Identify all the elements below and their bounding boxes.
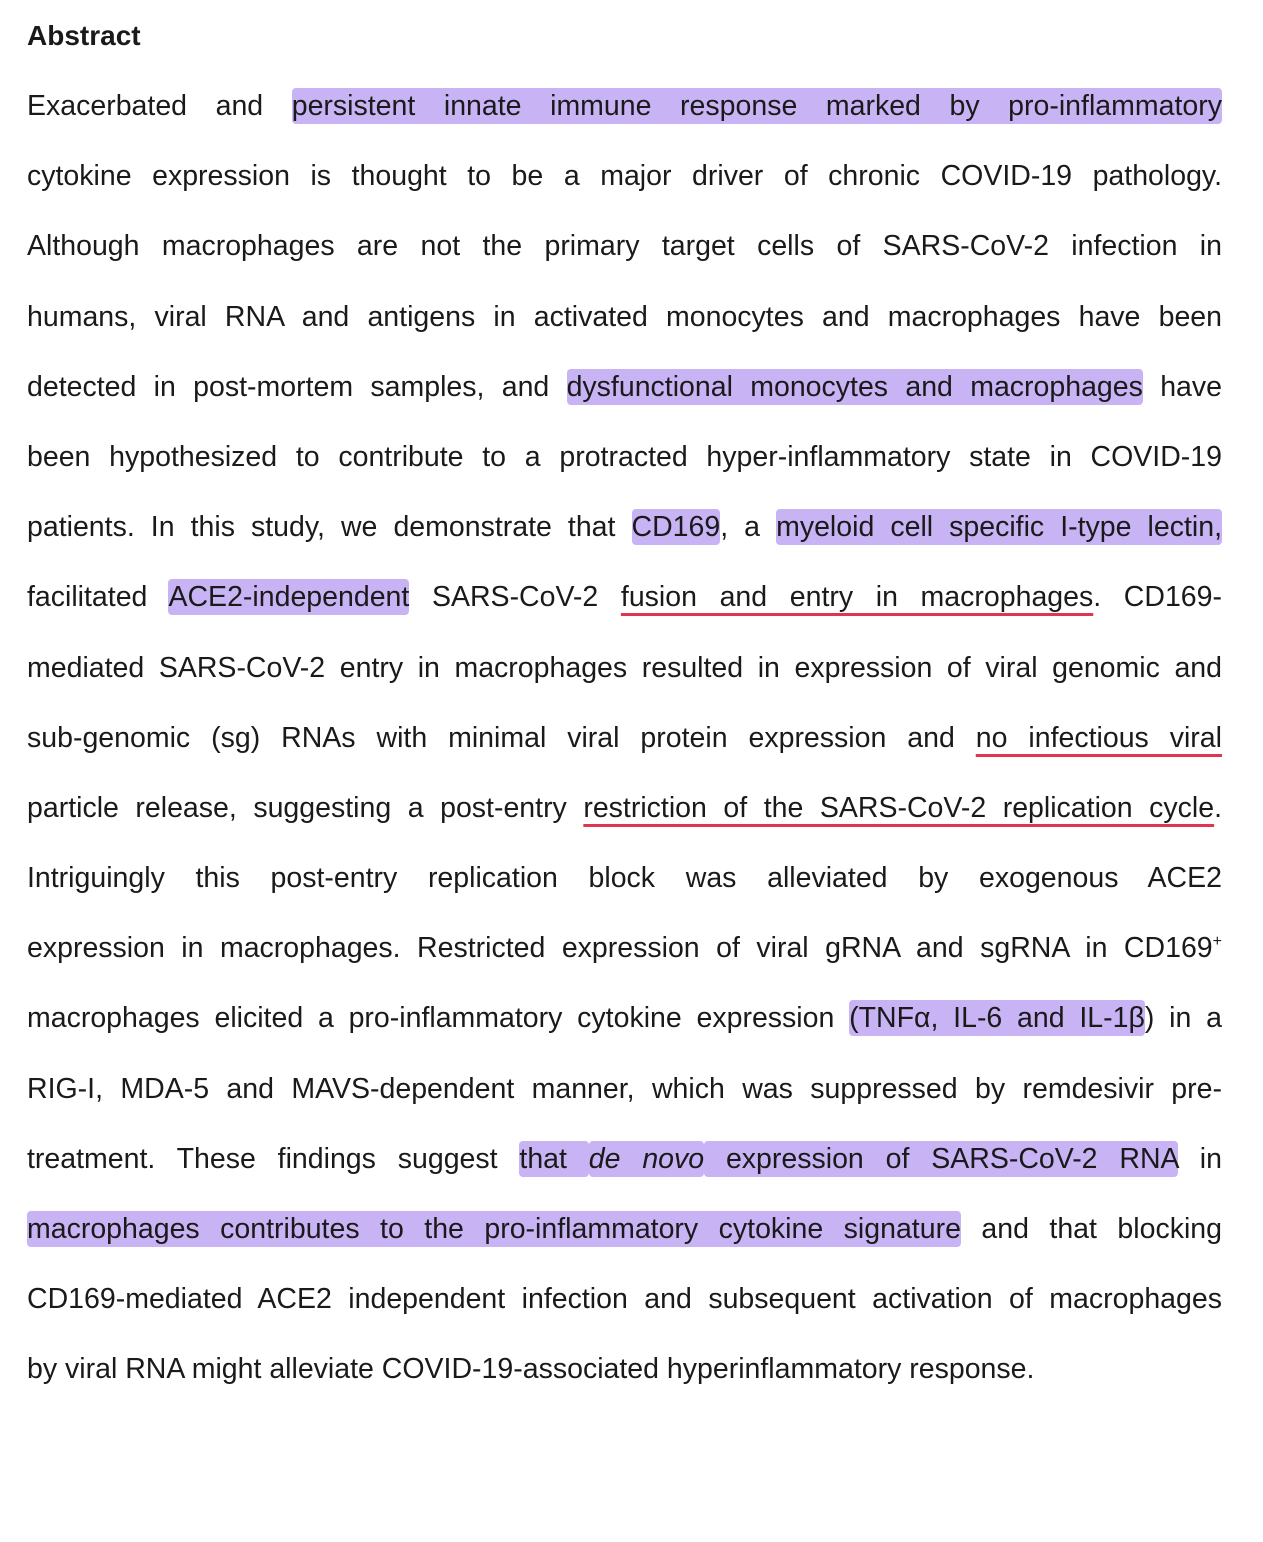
superscript-text: +	[1212, 933, 1222, 951]
text-run: .	[1214, 791, 1222, 824]
text-run: Intriguingly this post-entry replication block was alleviated by exogenous ACE2	[27, 862, 1222, 895]
text-run: SARS-CoV-2	[409, 581, 621, 614]
underlined-text: no infectious viral	[975, 721, 1222, 754]
abstract-line	[27, 422, 1222, 492]
highlighted-text: persistent innate immune response marked by pro-inflammatory	[291, 90, 1222, 122]
text-run: RIG-I, MDA-5 and MAVS-dependent manner, which was suppressed by remdesivir pre-	[27, 1072, 1222, 1105]
text-run: treatment. These findings suggest	[27, 1142, 520, 1175]
text-run: facilitated	[27, 581, 169, 614]
abstract-line	[27, 71, 1222, 141]
highlighted-text: macrophages contributes to the pro-inflammatory cytokine signature	[27, 1213, 961, 1245]
abstract-line	[27, 1054, 1222, 1124]
abstract-line	[27, 1194, 1222, 1264]
text-run: CD169-mediated ACE2 independent infection and subsequent activation of macrophages	[27, 1283, 1222, 1316]
highlighted-text: dysfunctional monocytes and macrophages	[566, 370, 1143, 403]
abstract-line	[27, 1264, 1222, 1334]
highlighted-text: myeloid cell specific I-type lectin,	[776, 511, 1223, 544]
text-run: cytokine expression is thought to be a major driver of chronic COVID-19 pathology.	[27, 160, 1222, 193]
abstract-line	[27, 843, 1222, 913]
abstract-line	[27, 1334, 1222, 1404]
abstract-line	[27, 983, 1222, 1053]
abstract-line	[27, 703, 1222, 773]
text-run: Exacerbated and	[27, 90, 292, 122]
highlighted-text: (TNFα, IL-6 and IL-1β	[849, 1002, 1145, 1035]
text-run: ) in a	[1144, 1002, 1222, 1035]
text-run: in	[1177, 1142, 1222, 1175]
italic-text: de novo	[588, 1142, 705, 1175]
text-run: and that blocking	[960, 1213, 1222, 1245]
text-run: detected in post-mortem samples, and	[27, 370, 567, 403]
underlined-text: fusion and entry in macrophages	[620, 581, 1094, 614]
text-run: humans, viral RNA and antigens in activated monocytes and macrophages have been	[27, 300, 1222, 333]
abstract-line	[27, 562, 1222, 632]
underlined-text: restriction of the SARS-CoV-2 replication cycle	[583, 791, 1215, 824]
abstract-body	[27, 71, 1222, 1405]
text-run: been hypothesized to contribute to a protracted hyper-inflammatory state in COVID-19	[27, 440, 1222, 473]
text-run: macrophages elicited a pro-inflammatory cytokine expression	[27, 1002, 850, 1035]
abstract-line	[27, 141, 1222, 211]
highlighted-text: expression of SARS-CoV-2 RNA	[704, 1142, 1178, 1175]
text-run: expression in macrophages. Restricted expression of viral gRNA and sgRNA in CD169	[27, 932, 1213, 965]
text-run: by viral RNA might alleviate COVID-19-associated hyperinflammatory response.	[27, 1353, 1035, 1386]
abstract-line	[27, 211, 1222, 281]
text-run: , a	[720, 511, 777, 544]
abstract-line	[27, 352, 1222, 422]
text-run: mediated SARS-CoV-2 entry in macrophages resulted in expression of viral genomic and	[27, 651, 1222, 684]
abstract-line	[27, 282, 1222, 352]
abstract-heading: Abstract	[27, 20, 141, 51]
text-run: have	[1142, 370, 1222, 403]
highlighted-text: that	[519, 1142, 589, 1175]
abstract-line	[27, 492, 1222, 562]
text-run: Although macrophages are not the primary target cells of SARS-CoV-2 infection in	[27, 230, 1222, 263]
text-run: . CD169-	[1093, 581, 1223, 614]
abstract-line	[27, 1124, 1222, 1194]
highlighted-text: CD169	[631, 511, 721, 544]
highlighted-text: ACE2-independent	[168, 581, 410, 614]
text-run: patients. In this study, we demonstrate that	[27, 511, 632, 544]
abstract-line	[27, 773, 1222, 843]
text-run: particle release, suggesting a post-entry	[27, 791, 584, 824]
abstract-line	[27, 913, 1222, 983]
abstract-line	[27, 633, 1222, 703]
text-run: sub-genomic (sg) RNAs with minimal viral protein expression and	[27, 721, 976, 754]
